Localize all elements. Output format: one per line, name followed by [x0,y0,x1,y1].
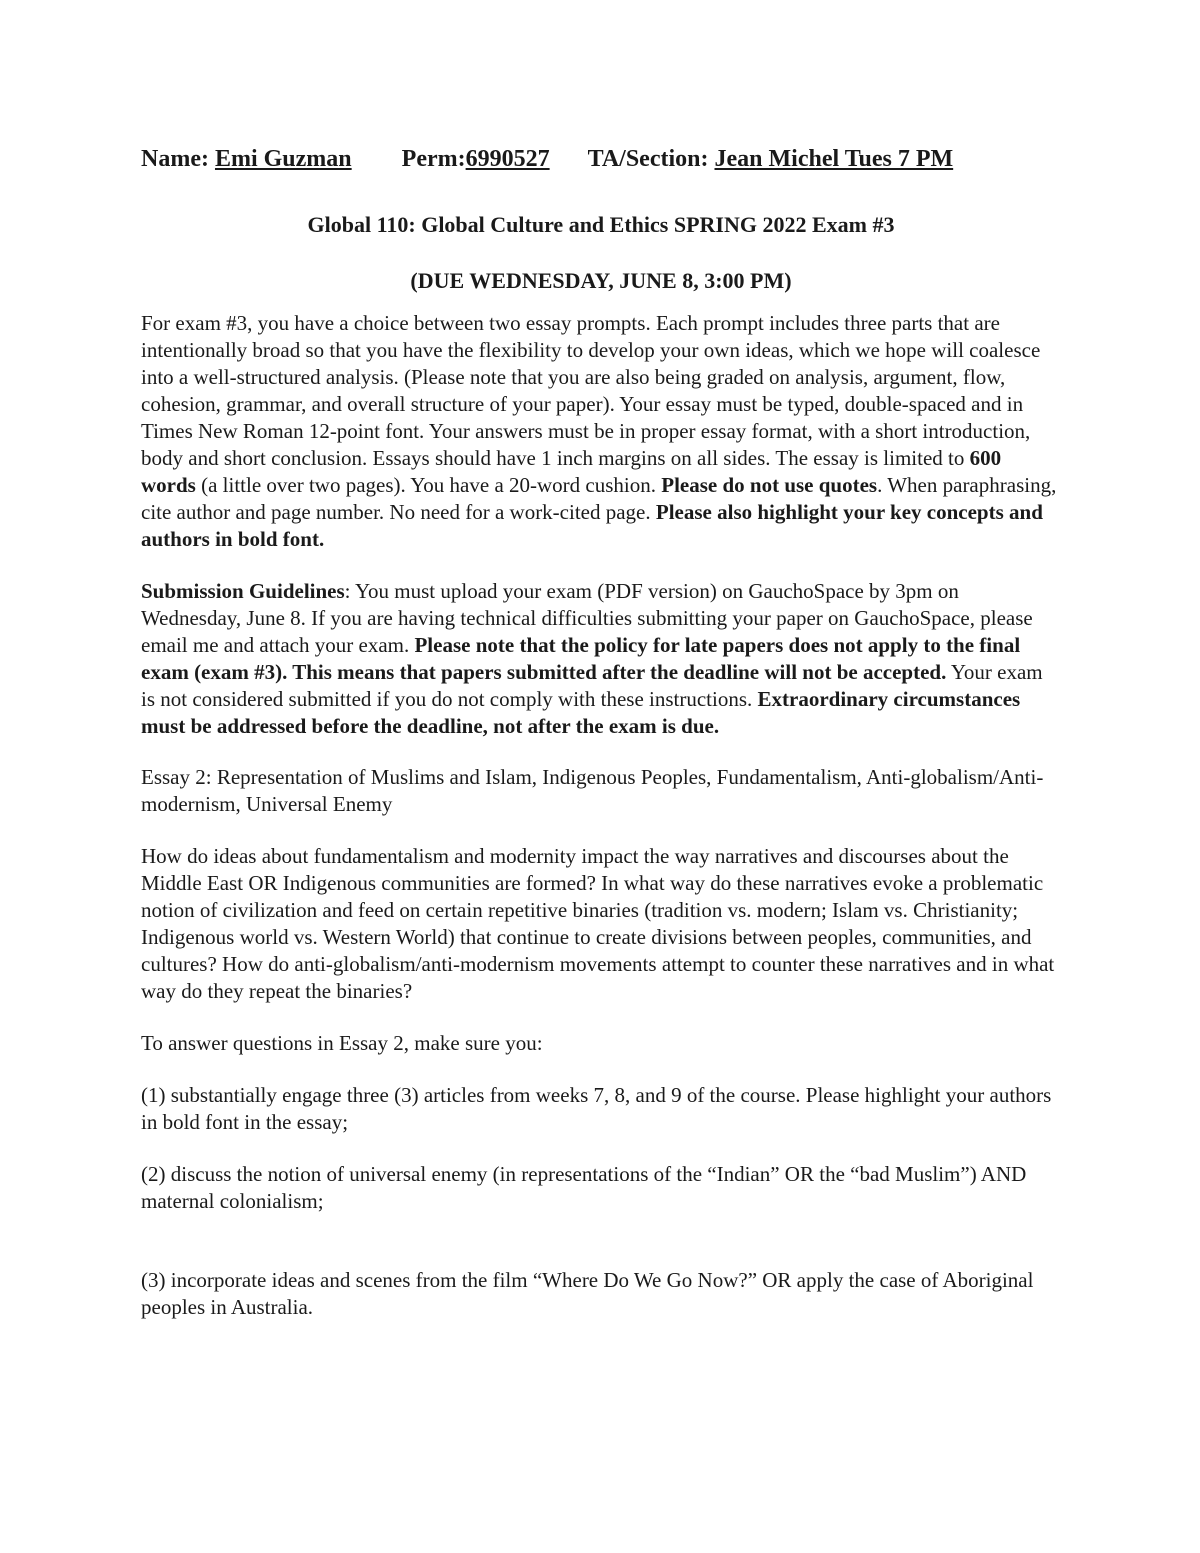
requirement-item: (1) substantially engage three (3) articles from weeks 7, 8, and 9 of the course. Please highlight your authors in bold font in the essay; [141,1083,1052,1134]
name-label: Name: [141,146,209,172]
essay-title: Essay 2: Representation of Muslims and Islam, Indigenous Peoples, Fundamentalism, Anti-globalism/Anti-modernism, Universal Enemy [141,765,1044,816]
essay-questions: How do ideas about fundamentalism and modernity impact the way narratives and discourses about the Middle East OR Indigenous communities are formed? In what way do these narratives evoke a problematic notion of civilization and feed on certain repetitive binaries (tradition vs. modern; Islam vs. Christianity; Indigenous world vs. Western World) that continue to create divisions between peoples, communities, and cultures? How do anti-globalism/anti-modernism movements attempt to counter these narratives and in what way do they repeat the binaries? [141,844,1055,1003]
requirement-item: (3) incorporate ideas and scenes from the film “Where Do We Go Now?” OR apply the case of Aboriginal peoples in Australia. [141,1268,1034,1319]
perm-value: 6990527 [465,146,550,172]
instructions-lead: To answer questions in Essay 2, make sure you: [141,1031,543,1055]
student-header [141,138,1061,180]
name-value: Emi Guzman [214,146,352,172]
exam-document [141,138,1061,1321]
due-date: (DUE WEDNESDAY, JUNE 8, 3:00 PM) [410,268,792,293]
perm-label: Perm: [401,146,466,172]
ta-value: Jean Michel Tues 7 PM [714,146,954,172]
submission-guidelines: Submission Guidelines: You must upload your exam (PDF version) on GauchoSpace by 3pm on Wednesday, June 8. If you are having technical difficulties submitting your paper on GauchoSpace, please email me and attach your exam. Please note that the policy for late papers does not apply to the final exam (exam #3). This means that papers submitted after the deadline will not be accepted. Your exam is not considered submitted if you do not comply with these instructions. Extraordinary circumstances must be addressed before the deadline, not after the exam is due. [141,579,1043,738]
requirement-item: (2) discuss the notion of universal enemy (in representations of the “Indian” OR the “bad Muslim”) AND maternal colonialism; [141,1162,1027,1213]
ta-label: TA/Section: [587,146,709,172]
intro-paragraph: For exam #3, you have a choice between two essay prompts. Each prompt includes three parts that are intentionally broad so that you have the flexibility to develop your own ideas, which we hope will coalesce into a well-structured analysis. (Please note that you are also being graded on analysis, argument, flow, cohesion, grammar, and overall structure of your paper). Your essay must be typed, double-spaced and in Times New Roman 12-point font. Your answers must be in proper essay format, with a short introduction, body and short conclusion. Essays should have 1 inch margins on all sides. The essay is limited to 600 words (a little over two pages). You have a 20-word cushion. Please do not use quotes. When paraphrasing, cite author and page number. No need for a work-cited page. Please also highlight your key concepts and authors in bold font. [141,311,1057,551]
exam-title: Global 110: Global Culture and Ethics SPRING 2022 Exam #3 [307,212,895,237]
